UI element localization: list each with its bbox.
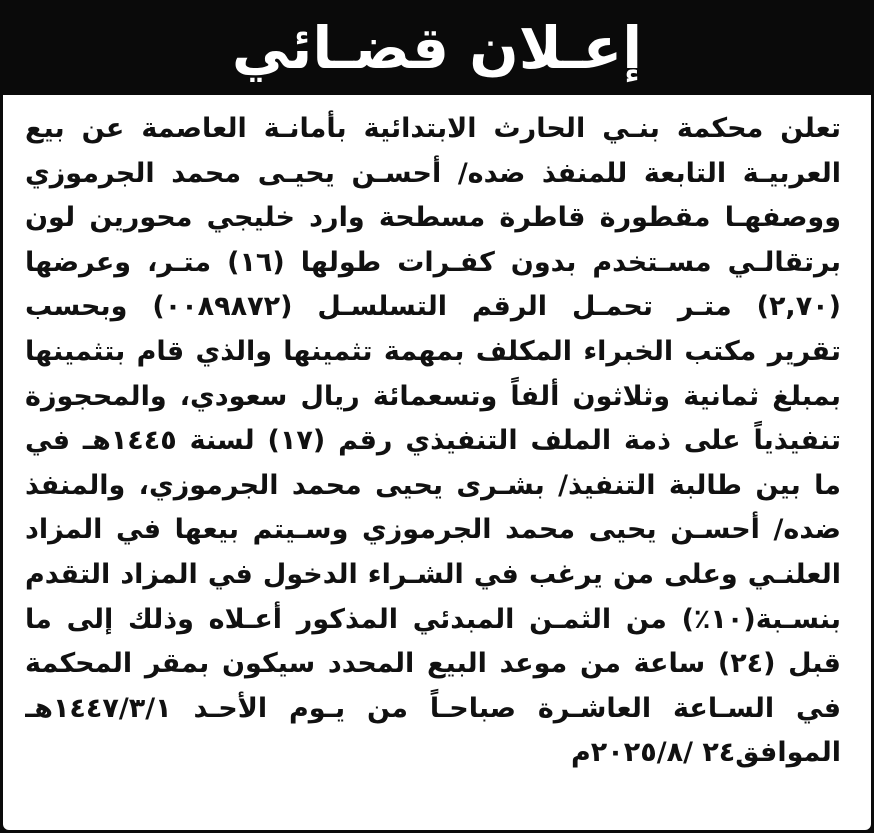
notice-line: العلنـي وعلى من يرغب في الشـراء الدخول في المزاد التقدم <box>25 558 841 590</box>
notice-line: ما بين طالبة التنفيذ/ بشـرى يحيى محمد الجرموزي، والمنفذ <box>25 469 841 501</box>
notice-line: تنفيذياً على ذمة الملف التنفيذي رقم (١٧) لسنة ١٤٤٥هـ في <box>25 425 841 457</box>
notice-line: الموافق٢٤ /٢٠٢٥/٨م <box>571 737 841 769</box>
notice-line: ووصفهـا مقطورة قاطرة مسطحة وارد خليجي محورين لون <box>25 202 841 234</box>
notice-header <box>3 0 871 95</box>
notice-line: بنسـبة(١٠٪) من الثمـن المبدئي المذكور أعـلاه وذلك إلى ما <box>25 603 841 635</box>
notice-text <box>25 107 841 776</box>
notice-line: بمبلغ ثمانية وثلاثون ألفاً وتسعمائة ريال سعودي، والمحجوزة <box>25 380 841 412</box>
notice-line: (٢,٧٠) متـر تحمـل الرقم التسلسـل (٠٠٨٩٨٧٢) وبحسب <box>25 291 841 323</box>
notice-body <box>3 95 871 830</box>
notice-line: في السـاعة العاشـرة صباحـاً من يـوم الأحـد ١٤٤٧/٣/١هـ <box>25 692 841 724</box>
notice-line: تعلن محكمة بنـي الحارث الابتدائية بأمانـة العاصمة عن بيع <box>25 113 841 144</box>
notice-line: ضده/ أحسـن يحيى محمد الجرموزي وسـيتم بيعها في المزاد <box>25 514 841 546</box>
notice-line: تقرير مكتب الخبراء المكلف بمهمة تثمينها والذي قام بتثمينها <box>25 335 841 367</box>
notice-line: برتقالـي مسـتخدم بدون كفـرات طولها (١٦) متـر، وعرضها <box>25 246 841 278</box>
notice-line: العربيـة التابعة للمنفذ ضده/ أحسـن يحيـى محمد الجرموزي <box>25 157 841 189</box>
notice-line: قبل (٢٤) ساعة من موعد البيع المحدد سيكون بمقر المحكمة <box>25 648 841 680</box>
notice-title: إعـلان قضـائي <box>210 19 664 77</box>
